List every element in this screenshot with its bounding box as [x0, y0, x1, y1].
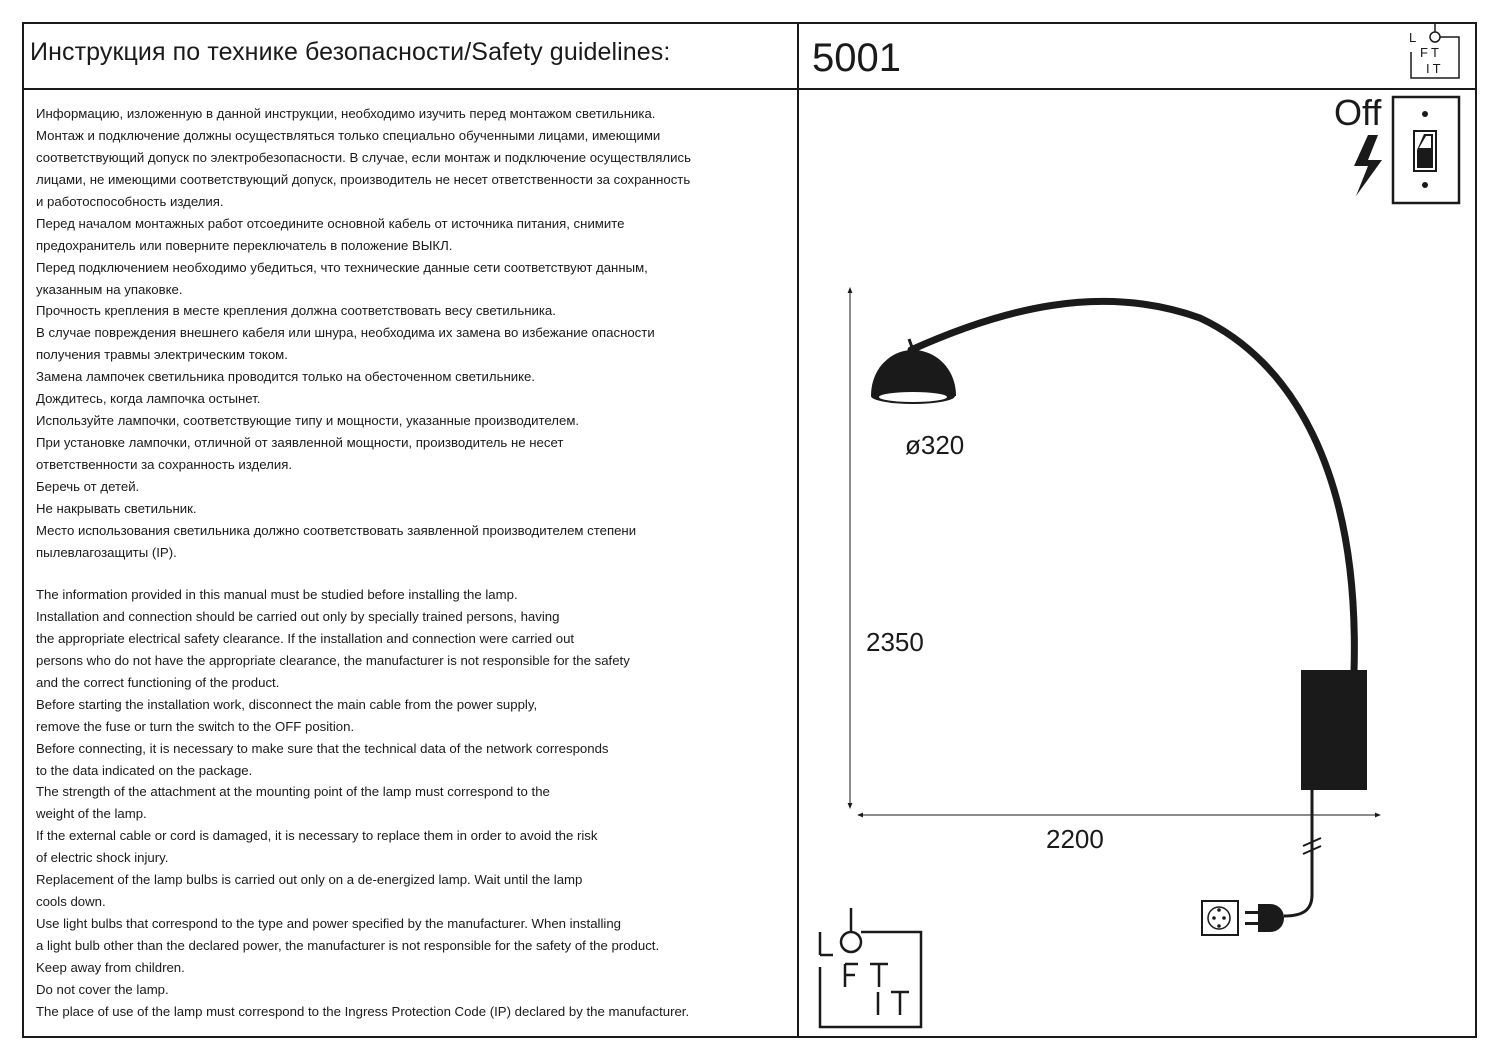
instructions-ru-line: Перед подключением необходимо убедиться, что технические данные сети соответствуют данным,	[36, 259, 648, 275]
instructions-en-line: The strength of the attachment at the mounting point of the lamp must correspond to the	[36, 784, 550, 800]
instructions-en-line: weight of the lamp.	[36, 806, 147, 822]
instructions-en-line: Installation and connection should be carried out only by specially trained persons, having	[36, 608, 560, 624]
instructions-en-line: to the data indicated on the package.	[36, 762, 253, 778]
model-number: 5001	[812, 36, 901, 80]
instructions-en-line: The information provided in this manual must be studied before installing the lamp.	[36, 587, 518, 602]
instructions-en-line: Keep away from children.	[36, 959, 185, 975]
instructions-en-line: persons who do not have the appropriate clearance, the manufacturer is not responsible for the safety	[36, 652, 630, 668]
instructions-ru-line: Используйте лампочки, соответствующие типу и мощности, указанные производителем.	[36, 413, 580, 429]
instructions-ru-line: Дождитесь, когда лампочка остынет.	[36, 391, 261, 407]
instructions-ru-line: и работоспособность изделия.	[36, 193, 224, 209]
lamp-arc	[911, 301, 1354, 672]
width-label: 2200	[1046, 824, 1104, 854]
instructions-ru-line: Беречь от детей.	[36, 478, 140, 494]
height-label: 2350	[866, 627, 924, 657]
instructions-en-line: Use light bulbs that correspond to the type and power specified by the manufacturer. When installing	[36, 916, 621, 932]
instructions-ru-line: Монтаж и подключение должны осуществляться только специально обученными лицами, имеющими	[36, 127, 661, 143]
instructions-en-line: Replacement of the lamp bulbs is carried out only on a de-energized lamp. Wait until the lamp	[36, 872, 583, 888]
logo-small-it: IT	[1426, 61, 1444, 76]
logo-small-icon	[1409, 22, 1459, 78]
diameter-label: ø320	[905, 430, 965, 460]
instructions-ru-line: Информацию, изложенную в данной инструкции, необходимо изучить перед монтажом светильника.	[36, 106, 656, 121]
instructions-ru-line: Не накрывать светильник.	[36, 500, 197, 516]
instructions-en-line: of electric shock injury.	[36, 850, 169, 866]
instructions-ru-line: получения травмы электрическим током.	[36, 347, 288, 363]
instructions-ru-line: предохранитель или поверните переключатель в положение ВЫКЛ.	[36, 237, 453, 253]
instructions-en-line: Do not cover the lamp.	[36, 981, 169, 997]
power-cable	[1284, 790, 1312, 916]
plug-icon	[1245, 904, 1284, 932]
instructions-en-line: the appropriate electrical safety clearance. If the installation and connection were carried out	[36, 630, 575, 646]
instructions-en-line: The place of use of the lamp must correspond to the Ingress Protection Code (IP) declared by the manufacturer.	[36, 1003, 690, 1019]
instructions-en-line: Before connecting, it is necessary to make sure that the technical data of the network corresponds	[36, 740, 609, 756]
instructions-ru-line: При установке лампочки, отличной от заявленной мощности, производитель не несет	[36, 435, 564, 451]
instructions-ru-line: В случае повреждения внешнего кабеля или шнура, необходима их замена во избежание опасности	[36, 325, 655, 341]
power-socket-icon	[1202, 901, 1238, 935]
off-label: Off	[1334, 92, 1382, 133]
instructions-en-line: Before starting the installation work, disconnect the main cable from the power supply,	[36, 696, 538, 712]
instructions-ru-line: лицами, не имеющими соответствующий допуск, производитель не несет ответственности за сохранность	[36, 171, 691, 187]
instructions-ru-line: Перед началом монтажных работ отсоедините основной кабель от источника питания, снимите	[36, 215, 625, 231]
lamp-shade-icon	[871, 339, 956, 404]
instructions-en-line: If the external cable or cord is damaged, it is necessary to replace them in order to avoid the risk	[36, 828, 598, 844]
instructions-ru-line: указанным на упаковке.	[36, 281, 183, 297]
instructions-en-line: a light bulb other than the declared power, the manufacturer is not responsible for the safety of the product.	[36, 938, 660, 953]
logo-small-l: L	[1409, 30, 1417, 45]
logo-small-ft: FT	[1420, 45, 1442, 60]
instructions-ru-line: Замена лампочек светильника проводится только на обесточенном светильнике.	[36, 369, 536, 385]
page-title: Инструкция по технике безопасности/Safety guidelines:	[30, 38, 671, 66]
instructions-ru-line: соответствующий допуск по электробезопасности. В случае, если монтаж и подключение осуществлялись	[36, 149, 691, 165]
instructions-ru-line: ответственности за сохранность изделия.	[36, 457, 293, 472]
instructions-ru-line: пылевлагозащиты (IP).	[36, 544, 177, 560]
instructions-en-line: remove the fuse or turn the switch to the OFF position.	[36, 718, 355, 734]
instructions-en-line: cools down.	[36, 894, 106, 910]
wall-switch-icon	[1393, 97, 1459, 203]
lightning-icon	[1354, 135, 1382, 196]
instructions-en-line: and the correct functioning of the product.	[36, 674, 280, 690]
instructions-ru-line: Прочность крепления в месте крепления должна соответствовать весу светильника.	[36, 303, 556, 319]
lamp-base-box	[1301, 670, 1367, 790]
logo-large-icon	[820, 908, 921, 1027]
instructions-ru-line: Место использования светильника должно соответствовать заявленной производителем степени	[36, 522, 637, 538]
